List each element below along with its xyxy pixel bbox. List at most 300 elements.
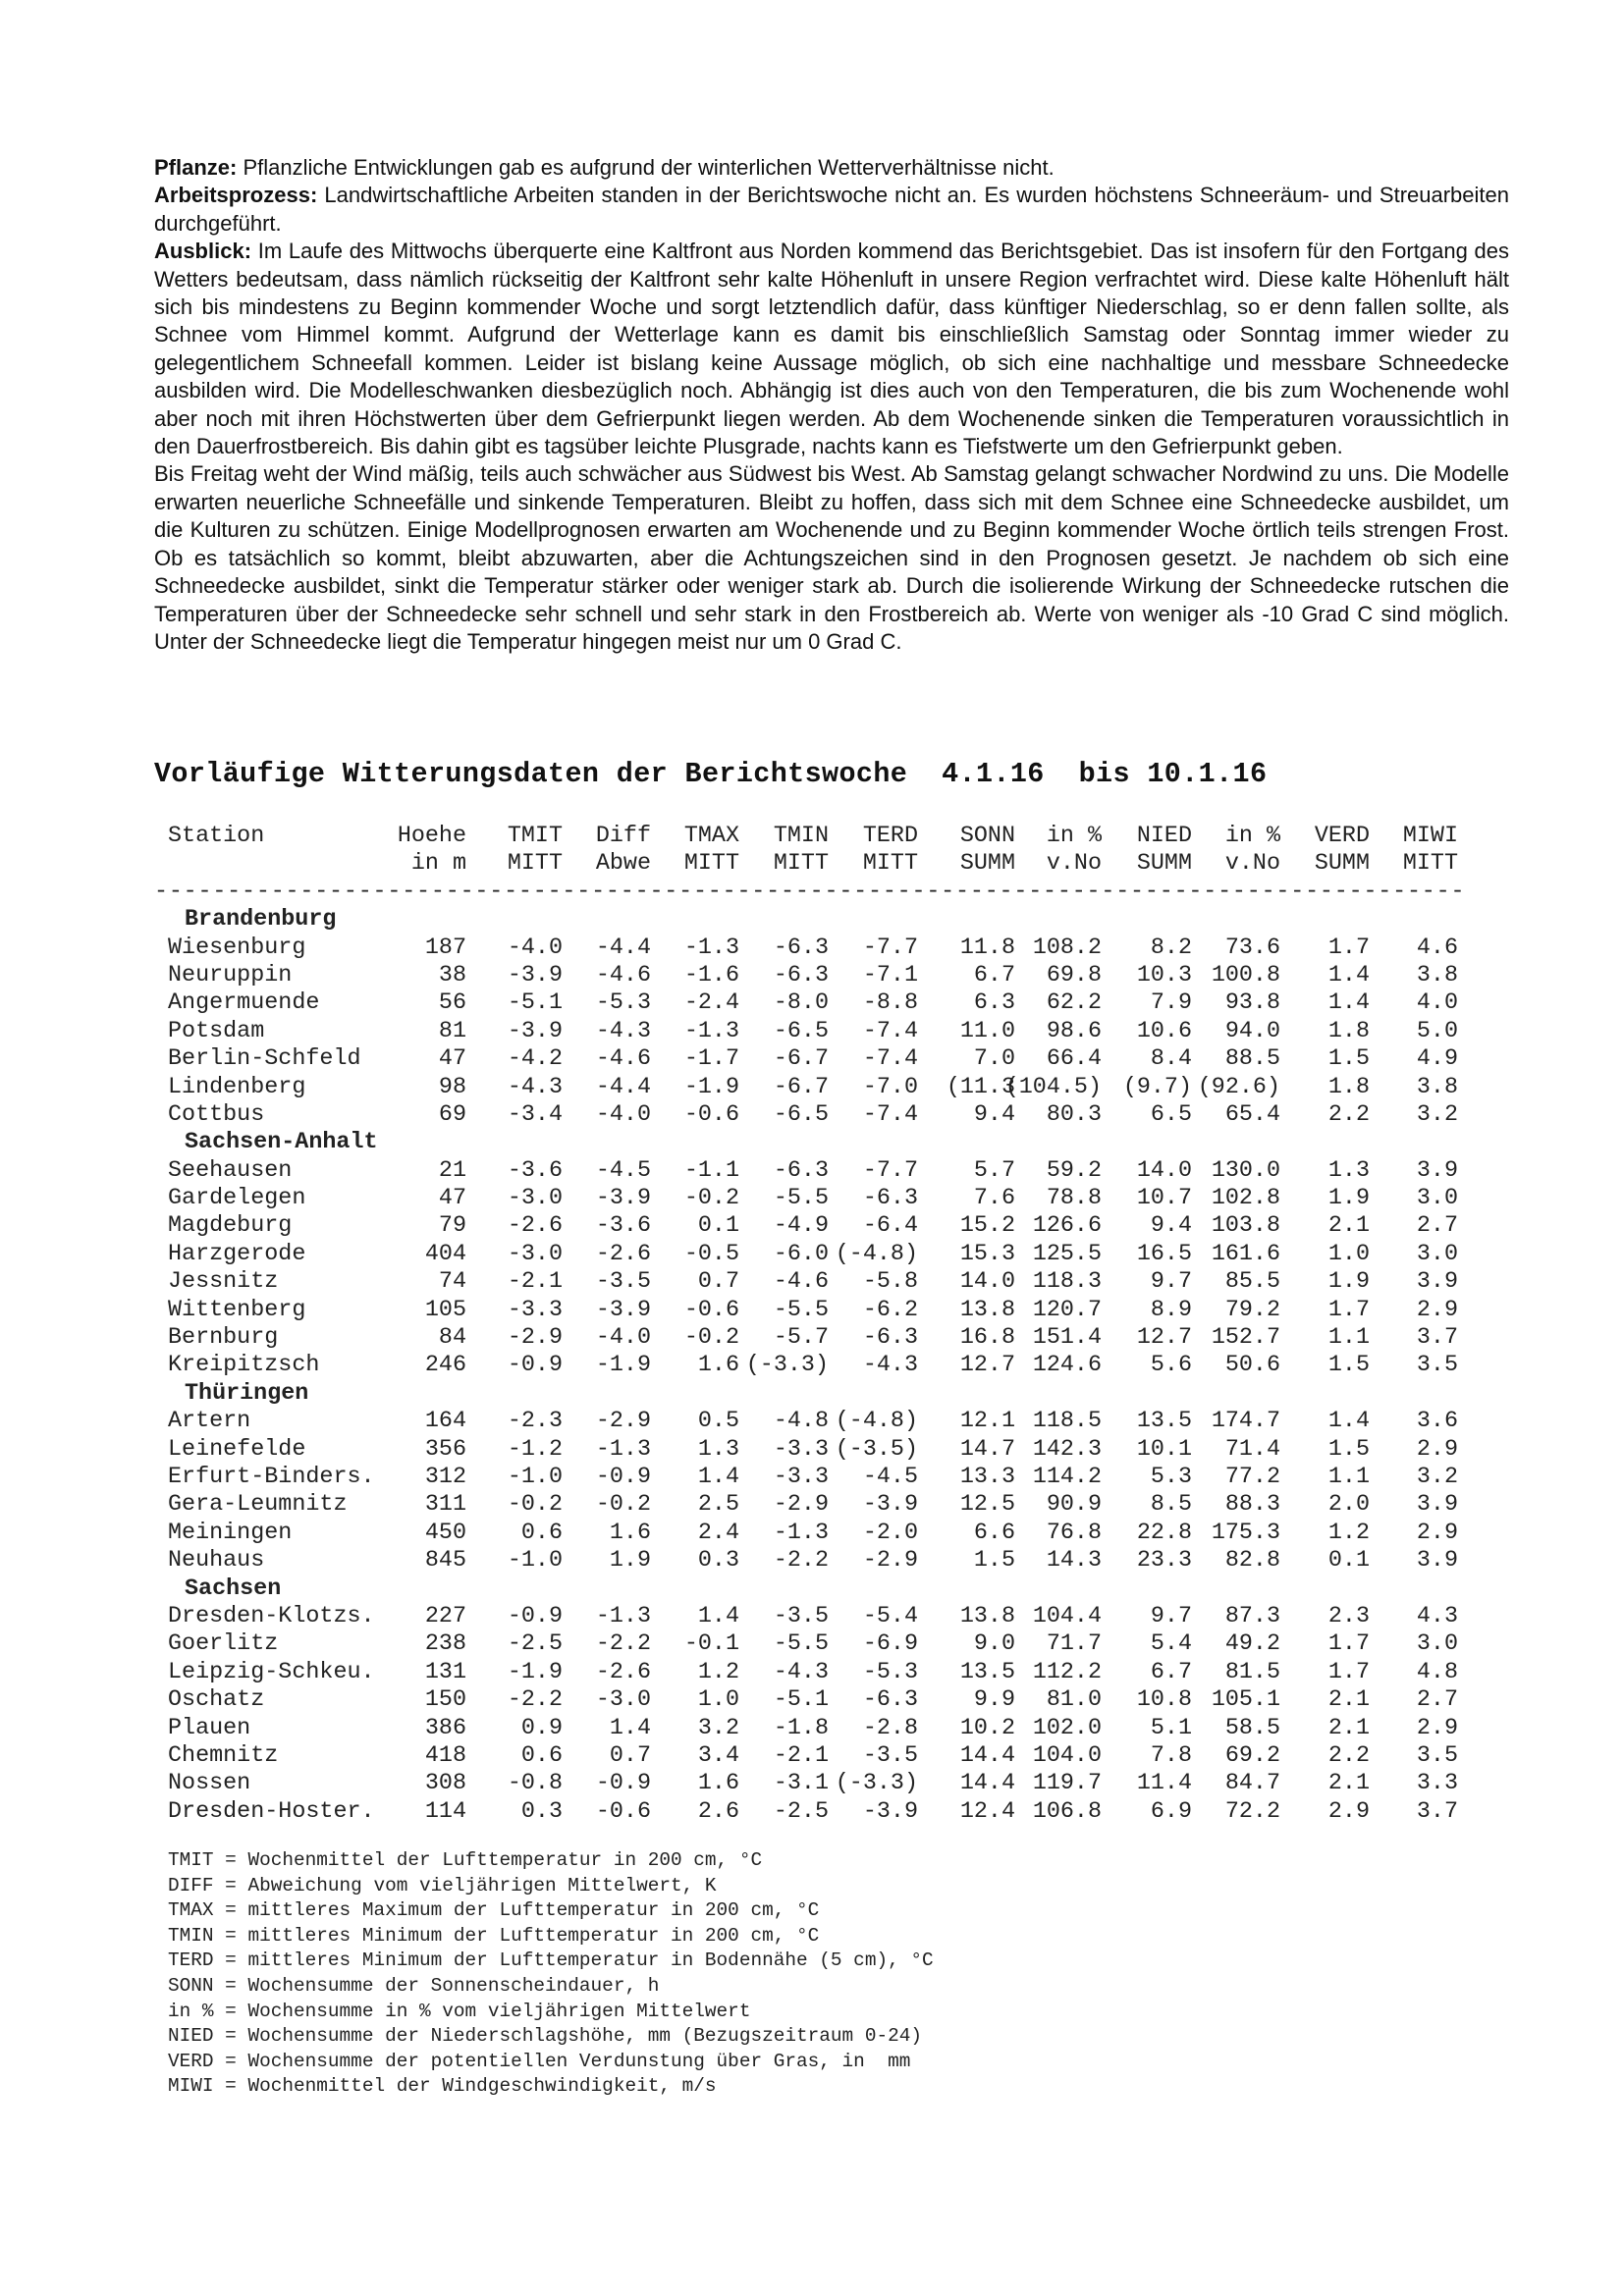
data-cell: 49.2 xyxy=(1224,1631,1280,1658)
data-cell: -0.9 xyxy=(595,1771,651,1797)
data-cell: 11.4 xyxy=(1136,1771,1192,1797)
abbreviation-legend xyxy=(168,1848,934,2100)
column-header: MIWI xyxy=(1402,824,1458,849)
data-cell: 2.1 xyxy=(1327,1687,1370,1714)
station-name: Potsdam xyxy=(168,1018,265,1044)
data-cell: 2.1 xyxy=(1327,1213,1370,1240)
data-cell: -5.3 xyxy=(862,1659,918,1685)
data-cell: 81.0 xyxy=(1046,1687,1102,1714)
data-cell: 3.9 xyxy=(1416,1157,1458,1184)
data-cell: 1.3 xyxy=(1327,1157,1370,1184)
data-cell: 118.5 xyxy=(1032,1409,1102,1435)
data-cell: 10.7 xyxy=(1136,1186,1192,1212)
ausblick-label: Ausblick: xyxy=(154,239,252,264)
data-cell: 0.3 xyxy=(520,1798,563,1825)
data-cell: 11.8 xyxy=(959,934,1015,961)
station-name: Oschatz xyxy=(168,1687,265,1714)
data-cell: 125.5 xyxy=(1032,1241,1102,1267)
data-cell: 105 xyxy=(424,1297,466,1323)
column-header: v.No xyxy=(1046,851,1102,878)
data-cell: -3.3 xyxy=(773,1436,829,1463)
data-cell: 2.2 xyxy=(1327,1742,1370,1769)
data-cell: 11.0 xyxy=(959,1018,1015,1044)
data-cell: -0.9 xyxy=(507,1603,563,1629)
data-cell: 58.5 xyxy=(1224,1715,1280,1741)
data-cell: 227 xyxy=(424,1603,466,1629)
data-cell: 386 xyxy=(424,1715,466,1741)
data-cell: 87.3 xyxy=(1224,1603,1280,1629)
legend-line: TMIT = Wochenmittel der Lufttemperatur in 200 cm, °C xyxy=(168,1849,763,1871)
data-cell: 9.4 xyxy=(973,1101,1015,1128)
data-cell: -6.7 xyxy=(773,1074,829,1100)
data-cell: -2.2 xyxy=(773,1548,829,1575)
data-cell: -4.3 xyxy=(773,1659,829,1685)
data-cell: -3.3 xyxy=(773,1464,829,1490)
data-cell: 108.2 xyxy=(1032,934,1102,961)
data-cell: -3.9 xyxy=(595,1297,651,1323)
data-cell: 2.1 xyxy=(1327,1771,1370,1797)
data-cell: 450 xyxy=(424,1520,466,1546)
data-cell: 4.0 xyxy=(1416,990,1458,1017)
legend-line: DIFF = Abweichung vom vieljährigen Mittelwert, K xyxy=(168,1874,717,1896)
data-cell: 142.3 xyxy=(1032,1436,1102,1463)
data-cell: -2.1 xyxy=(773,1742,829,1769)
data-cell: -0.6 xyxy=(683,1101,739,1128)
data-cell: 2.7 xyxy=(1416,1213,1458,1240)
legend-line: VERD = Wochensumme der potentiellen Verdunstung über Gras, in mm xyxy=(168,2050,911,2072)
data-cell: 3.7 xyxy=(1416,1325,1458,1352)
data-cell: 9.9 xyxy=(973,1687,1015,1714)
data-cell: 69 xyxy=(438,1101,466,1128)
data-cell: 6.7 xyxy=(973,962,1015,988)
data-cell: 13.5 xyxy=(959,1659,1015,1685)
legend-line: MIWI = Wochenmittel der Windgeschwindigkeit, m/s xyxy=(168,2075,717,2098)
data-cell: 151.4 xyxy=(1032,1325,1102,1352)
data-cell: 38 xyxy=(438,962,466,988)
group-name: Sachsen xyxy=(185,1575,282,1602)
data-cell: -3.4 xyxy=(507,1101,563,1128)
legend-line: TMIN = mittleres Minimum der Lufttemperatur in 200 cm, °C xyxy=(168,1924,820,1947)
data-cell: 47 xyxy=(438,1046,466,1073)
data-cell: -1.3 xyxy=(595,1436,651,1463)
data-cell: 1.7 xyxy=(1327,934,1370,961)
data-cell: 13.3 xyxy=(959,1464,1015,1490)
data-cell: -0.9 xyxy=(507,1353,563,1379)
data-cell: 161.6 xyxy=(1211,1241,1280,1267)
data-cell: 130.0 xyxy=(1211,1157,1280,1184)
data-cell: 12.5 xyxy=(959,1492,1015,1519)
data-cell: 118.3 xyxy=(1032,1269,1102,1296)
data-cell: 14.3 xyxy=(1046,1548,1102,1575)
data-cell: 5.4 xyxy=(1150,1631,1192,1658)
data-cell: -3.3 xyxy=(507,1297,563,1323)
data-cell: 1.2 xyxy=(697,1659,739,1685)
data-cell: -3.0 xyxy=(507,1241,563,1267)
data-cell: 80.3 xyxy=(1046,1101,1102,1128)
data-cell: 14.4 xyxy=(959,1742,1015,1769)
data-cell: 1.6 xyxy=(697,1353,739,1379)
data-cell: 2.7 xyxy=(1416,1687,1458,1714)
station-name: Angermuende xyxy=(168,990,320,1017)
data-cell: 1.3 xyxy=(697,1436,739,1463)
data-cell: -5.8 xyxy=(862,1269,918,1296)
station-name: Harzgerode xyxy=(168,1241,306,1267)
paragraph-ausblick xyxy=(154,238,1509,460)
station-name: Neuruppin xyxy=(168,962,293,988)
data-cell: 3.3 xyxy=(1416,1771,1458,1797)
station-name: Wittenberg xyxy=(168,1297,306,1323)
data-cell: -2.6 xyxy=(595,1241,651,1267)
data-cell: 4.9 xyxy=(1416,1046,1458,1073)
data-cell: 6.3 xyxy=(973,990,1015,1017)
data-cell: (104.5) xyxy=(1004,1074,1102,1100)
data-cell: (92.6) xyxy=(1197,1074,1280,1100)
data-cell: 119.7 xyxy=(1032,1771,1102,1797)
data-cell: 0.7 xyxy=(609,1742,651,1769)
data-cell: 16.5 xyxy=(1136,1241,1192,1267)
data-cell: -1.8 xyxy=(773,1715,829,1741)
data-cell: 62.2 xyxy=(1046,990,1102,1017)
data-cell: 93.8 xyxy=(1224,990,1280,1017)
data-cell: 312 xyxy=(424,1464,466,1490)
data-cell: 1.8 xyxy=(1327,1018,1370,1044)
data-cell: 10.6 xyxy=(1136,1018,1192,1044)
ausblick-text: Im Laufe des Mittwochs überquerte eine Kaltfront aus Norden kommend das Berichtsgebiet. Das ist insofern für den Fortgang des Wetters bedeutsam, dass nämlich rückseitig der Kaltfront sehr kalte Höhenluft in unsere Region verfrachtet wird. Diese kalte Höhenluft hält sich bis mindestens zu Beginn kommender Woche und sorgt letztendlich dafür, dass künftiger Niederschlag, so er denn fallen sollte, als Schnee vom Himmel kommt. Aufgrund der Wetterlage kann es damit bis einschließlich Samstag oder Sonntag immer wieder zu gelegentlichem Schneefall kommen. Leider ist bislang keine Aussage möglich, ob sich eine nachhaltige und messbare Schneedecke ausbilden wird. Die Modelleschwanken diesbezüglich noch. Abhängig ist dies auch von den Temperaturen, die bis zum Wochenende wohl aber noch mit ihren Höchstwerten über dem Gefrierpunkt liegen werden. Ab dem Wochenende sinken die Temperaturen voraussichtlich in den Dauerfrostbereich. Bis dahin gibt es tagsüber leichte Plusgrade, nachts kann es Tiefstwerte um den Gefrierpunkt geben. xyxy=(154,239,1509,459)
data-cell: (-3.3) xyxy=(745,1353,829,1379)
data-cell: 69.2 xyxy=(1224,1742,1280,1769)
data-cell: -1.0 xyxy=(507,1548,563,1575)
data-cell: -3.5 xyxy=(773,1603,829,1629)
data-cell: -2.0 xyxy=(862,1520,918,1546)
data-cell: 72.2 xyxy=(1224,1798,1280,1825)
data-cell: -4.6 xyxy=(595,962,651,988)
data-cell: 15.2 xyxy=(959,1213,1015,1240)
column-header: SUMM xyxy=(1314,851,1370,878)
data-cell: 2.9 xyxy=(1416,1715,1458,1741)
data-cell: 311 xyxy=(424,1492,466,1519)
data-cell: 1.7 xyxy=(1327,1631,1370,1658)
data-cell: 12.4 xyxy=(959,1798,1015,1825)
data-cell: 238 xyxy=(424,1631,466,1658)
data-cell: 112.2 xyxy=(1032,1659,1102,1685)
data-cell: 98.6 xyxy=(1046,1018,1102,1044)
data-cell: -1.3 xyxy=(683,1018,739,1044)
data-cell: 120.7 xyxy=(1032,1297,1102,1323)
data-cell: 8.5 xyxy=(1150,1492,1192,1519)
data-cell: 1.7 xyxy=(1327,1659,1370,1685)
data-cell: -3.9 xyxy=(507,962,563,988)
data-cell: -3.9 xyxy=(862,1798,918,1825)
data-cell: -4.9 xyxy=(773,1213,829,1240)
data-cell: 1.4 xyxy=(1327,1409,1370,1435)
column-header: SUMM xyxy=(1136,851,1192,878)
data-cell: 12.1 xyxy=(959,1409,1015,1435)
report-text xyxy=(154,154,1509,656)
data-cell: -1.2 xyxy=(507,1436,563,1463)
data-cell: -1.0 xyxy=(507,1464,563,1490)
data-cell: 124.6 xyxy=(1032,1353,1102,1379)
data-cell: 84.7 xyxy=(1224,1771,1280,1797)
data-cell: -7.4 xyxy=(862,1046,918,1073)
data-cell: 23.3 xyxy=(1136,1548,1192,1575)
data-cell: 59.2 xyxy=(1046,1157,1102,1184)
column-header: TERD xyxy=(862,824,918,849)
data-cell: -1.7 xyxy=(683,1046,739,1073)
data-cell: -6.5 xyxy=(773,1018,829,1044)
station-name: Dresden-Hoster. xyxy=(168,1798,375,1825)
data-cell: 0.6 xyxy=(520,1742,563,1769)
data-cell: 0.7 xyxy=(697,1269,739,1296)
data-cell: 0.6 xyxy=(520,1520,563,1546)
data-cell: -1.1 xyxy=(683,1157,739,1184)
data-cell: 7.0 xyxy=(973,1046,1015,1073)
data-cell: 50.6 xyxy=(1224,1353,1280,1379)
data-cell: -2.2 xyxy=(595,1631,651,1658)
data-cell: -7.4 xyxy=(862,1101,918,1128)
data-cell: 10.2 xyxy=(959,1715,1015,1741)
column-header: v.No xyxy=(1224,851,1280,878)
data-cell: -0.5 xyxy=(683,1241,739,1267)
data-cell: 14.0 xyxy=(959,1269,1015,1296)
data-cell: 3.9 xyxy=(1416,1492,1458,1519)
data-cell: 69.8 xyxy=(1046,962,1102,988)
data-cell: 88.5 xyxy=(1224,1046,1280,1073)
station-name: Gardelegen xyxy=(168,1186,306,1212)
data-cell: 1.1 xyxy=(1327,1325,1370,1352)
column-header: VERD xyxy=(1314,824,1370,849)
data-cell: 77.2 xyxy=(1224,1464,1280,1490)
paragraph-arbeitsprozess xyxy=(154,182,1509,238)
data-cell: -0.2 xyxy=(683,1325,739,1352)
data-cell: -2.5 xyxy=(507,1631,563,1658)
data-cell: 1.4 xyxy=(697,1603,739,1629)
data-cell: 1.6 xyxy=(609,1520,651,1546)
data-cell: -3.6 xyxy=(507,1157,563,1184)
data-cell: 9.7 xyxy=(1150,1603,1192,1629)
data-cell: 71.7 xyxy=(1046,1631,1102,1658)
data-cell: 6.5 xyxy=(1150,1101,1192,1128)
data-cell: -7.0 xyxy=(862,1074,918,1100)
column-header: TMIT xyxy=(507,824,563,849)
data-cell: 131 xyxy=(424,1659,466,1685)
data-cell: 3.4 xyxy=(697,1742,739,1769)
data-cell: -4.3 xyxy=(595,1018,651,1044)
data-cell: -0.2 xyxy=(683,1186,739,1212)
column-header: SUMM xyxy=(959,851,1015,878)
data-cell: 845 xyxy=(424,1548,466,1575)
data-cell: 0.5 xyxy=(697,1409,739,1435)
data-cell: 8.9 xyxy=(1150,1297,1192,1323)
data-cell: (9.7) xyxy=(1122,1074,1192,1100)
data-cell: 2.9 xyxy=(1416,1520,1458,1546)
data-cell: 126.6 xyxy=(1032,1213,1102,1240)
data-cell: -2.9 xyxy=(507,1325,563,1352)
data-cell: 0.1 xyxy=(697,1213,739,1240)
station-name: Berlin-Schfeld xyxy=(168,1046,361,1073)
group-name: Brandenburg xyxy=(185,907,337,934)
data-cell: 88.3 xyxy=(1224,1492,1280,1519)
data-cell: 3.2 xyxy=(697,1715,739,1741)
station-name: Meiningen xyxy=(168,1520,293,1546)
data-cell: 2.1 xyxy=(1327,1715,1370,1741)
data-cell: 74 xyxy=(438,1269,466,1296)
legend-line: TMAX = mittleres Maximum der Lufttemperatur in 200 cm, °C xyxy=(168,1899,820,1922)
data-cell: -5.5 xyxy=(773,1297,829,1323)
data-cell: -2.6 xyxy=(595,1659,651,1685)
data-cell: 2.2 xyxy=(1327,1101,1370,1128)
data-cell: -3.0 xyxy=(507,1186,563,1212)
data-cell: -6.9 xyxy=(862,1631,918,1658)
data-cell: 78.8 xyxy=(1046,1186,1102,1212)
data-cell: 106.8 xyxy=(1032,1798,1102,1825)
legend-line: in % = Wochensumme in % vom vieljährigen Mittelwert xyxy=(168,2000,751,2022)
data-cell: -5.4 xyxy=(862,1603,918,1629)
station-name: Cottbus xyxy=(168,1101,265,1128)
data-cell: 3.5 xyxy=(1416,1742,1458,1769)
data-cell: 1.4 xyxy=(697,1464,739,1490)
data-cell: -4.8 xyxy=(773,1409,829,1435)
pflanze-text: Pflanzliche Entwicklungen gab es aufgrund der winterlichen Wetterverhältnisse nicht. xyxy=(237,155,1055,180)
column-header: TMIN xyxy=(773,824,829,849)
data-cell: 2.0 xyxy=(1327,1492,1370,1519)
data-cell: 10.1 xyxy=(1136,1436,1192,1463)
data-cell: -5.1 xyxy=(507,990,563,1017)
data-cell: 1.4 xyxy=(1327,990,1370,1017)
data-cell: 13.8 xyxy=(959,1603,1015,1629)
data-cell: 14.4 xyxy=(959,1771,1015,1797)
data-cell: -2.9 xyxy=(773,1492,829,1519)
data-cell: 1.0 xyxy=(697,1687,739,1714)
data-cell: 356 xyxy=(424,1436,466,1463)
data-cell: 65.4 xyxy=(1224,1101,1280,1128)
data-cell: -3.5 xyxy=(595,1269,651,1296)
data-cell: 103.8 xyxy=(1211,1213,1280,1240)
data-cell: -7.7 xyxy=(862,934,918,961)
data-cell: 16.8 xyxy=(959,1325,1015,1352)
data-cell: 418 xyxy=(424,1742,466,1769)
data-cell: -2.6 xyxy=(507,1213,563,1240)
data-cell: -6.3 xyxy=(862,1687,918,1714)
data-cell: -3.1 xyxy=(773,1771,829,1797)
data-cell: -3.6 xyxy=(595,1213,651,1240)
column-header: MITT xyxy=(773,851,829,878)
data-cell: 5.3 xyxy=(1150,1464,1192,1490)
data-cell: 3.0 xyxy=(1416,1186,1458,1212)
data-cell: 2.9 xyxy=(1327,1798,1370,1825)
data-cell: -6.3 xyxy=(862,1325,918,1352)
legend-line: NIED = Wochensumme der Niederschlagshöhe, mm (Bezugszeitraum 0-24) xyxy=(168,2025,922,2048)
station-name: Erfurt-Binders. xyxy=(168,1464,375,1490)
column-header: in % xyxy=(1224,824,1280,849)
data-cell: 3.2 xyxy=(1416,1464,1458,1490)
data-cell: 8.2 xyxy=(1150,934,1192,961)
data-cell: (-3.5) xyxy=(835,1436,918,1463)
data-cell: -6.3 xyxy=(773,934,829,961)
data-cell: 2.9 xyxy=(1416,1436,1458,1463)
data-cell: 79 xyxy=(438,1213,466,1240)
data-cell: -4.3 xyxy=(862,1353,918,1379)
data-cell: (-4.8) xyxy=(835,1409,918,1435)
group-name: Thüringen xyxy=(185,1380,309,1407)
data-cell: 1.5 xyxy=(973,1548,1015,1575)
data-cell: 404 xyxy=(424,1241,466,1267)
separator-line: ------------------------------------------------------------------------------------------ xyxy=(154,879,1466,905)
data-cell: 0.3 xyxy=(697,1548,739,1575)
data-cell: -8.0 xyxy=(773,990,829,1017)
data-cell: 187 xyxy=(424,934,466,961)
data-cell: 4.6 xyxy=(1416,934,1458,961)
data-cell: -1.3 xyxy=(683,934,739,961)
data-cell: 47 xyxy=(438,1186,466,1212)
data-cell: -7.1 xyxy=(862,962,918,988)
data-cell: 246 xyxy=(424,1353,466,1379)
data-cell: 85.5 xyxy=(1224,1269,1280,1296)
column-header: SONN xyxy=(959,824,1015,849)
legend-line: SONN = Wochensumme der Sonnenscheindauer, h xyxy=(168,1974,660,1997)
data-cell: 1.2 xyxy=(1327,1520,1370,1546)
data-cell: 2.6 xyxy=(697,1798,739,1825)
data-cell: 2.9 xyxy=(1416,1297,1458,1323)
data-cell: 1.1 xyxy=(1327,1464,1370,1490)
column-header: NIED xyxy=(1136,824,1192,849)
column-header: Abwe xyxy=(595,851,651,878)
data-cell: 114 xyxy=(424,1798,466,1825)
data-cell: 1.6 xyxy=(697,1771,739,1797)
data-cell: -2.9 xyxy=(862,1548,918,1575)
station-name: Lindenberg xyxy=(168,1074,306,1100)
data-cell: 5.1 xyxy=(1150,1715,1192,1741)
data-cell: 5.0 xyxy=(1416,1018,1458,1044)
data-cell: -6.4 xyxy=(862,1213,918,1240)
data-cell: 12.7 xyxy=(959,1353,1015,1379)
data-cell: -6.0 xyxy=(773,1241,829,1267)
data-cell: (11.3 xyxy=(946,1074,1015,1100)
data-cell: 150 xyxy=(424,1687,466,1714)
station-name: Chemnitz xyxy=(168,1742,279,1769)
data-cell: 73.6 xyxy=(1224,934,1280,961)
data-cell: (-3.3) xyxy=(835,1771,918,1797)
data-cell: 9.7 xyxy=(1150,1269,1192,1296)
data-cell: 104.0 xyxy=(1032,1742,1102,1769)
data-cell: 98 xyxy=(438,1074,466,1100)
data-cell: 1.0 xyxy=(1327,1241,1370,1267)
data-cell: 6.9 xyxy=(1150,1798,1192,1825)
data-cell: -4.0 xyxy=(595,1325,651,1352)
data-cell: -2.2 xyxy=(507,1687,563,1714)
data-cell: -2.1 xyxy=(507,1269,563,1296)
arbeitsprozess-label: Arbeitsprozess: xyxy=(154,183,318,208)
data-cell: 104.4 xyxy=(1032,1603,1102,1629)
data-cell: -4.6 xyxy=(773,1269,829,1296)
data-cell: 6.6 xyxy=(973,1520,1015,1546)
data-cell: 164 xyxy=(424,1409,466,1435)
data-cell: 81.5 xyxy=(1224,1659,1280,1685)
station-name: Plauen xyxy=(168,1715,251,1741)
data-cell: 3.0 xyxy=(1416,1631,1458,1658)
station-name: Leipzig-Schkeu. xyxy=(168,1659,375,1685)
data-cell: 2.5 xyxy=(697,1492,739,1519)
data-cell: 6.7 xyxy=(1150,1659,1192,1685)
data-cell: 1.5 xyxy=(1327,1436,1370,1463)
column-header: Diff xyxy=(595,824,651,849)
data-cell: 5.7 xyxy=(973,1157,1015,1184)
data-cell: -5.3 xyxy=(595,990,651,1017)
column-header: MITT xyxy=(862,851,918,878)
column-header: MITT xyxy=(1402,851,1458,878)
data-cell: 1.9 xyxy=(1327,1186,1370,1212)
data-cell: 7.6 xyxy=(973,1186,1015,1212)
data-cell: -0.9 xyxy=(595,1464,651,1490)
